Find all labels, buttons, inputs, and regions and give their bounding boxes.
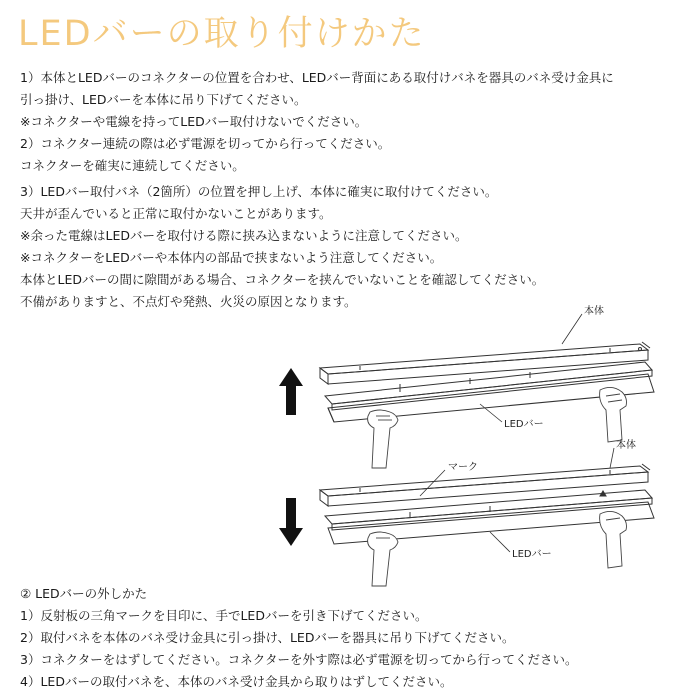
- removal-heading: ② LEDバーの外しかた: [20, 586, 148, 601]
- body-label-bottom: 本体: [616, 440, 636, 451]
- installation-illustration: [270, 300, 690, 590]
- fixture-body-top: [320, 342, 650, 384]
- led-bar-label-bottom: LEDバー: [512, 549, 552, 560]
- hand-left-top: [368, 410, 398, 468]
- page-title: LEDバーの取り付けかた: [18, 14, 426, 54]
- instruction-line: 3）LEDバー取付バネ（2箇所）の位置を押し上げ、本体に確実に取付けてください。: [20, 184, 498, 199]
- instruction-line: コネクターを確実に連続してください。: [20, 158, 245, 173]
- instruction-line: ※コネクターや電線を持ってLEDバー取付けないでください。: [20, 114, 368, 129]
- hand-right-top: [600, 387, 627, 442]
- down-arrow-icon: [279, 498, 303, 546]
- removal-line: 2）取付バネを本体のバネ受け金具に引っ掛け、LEDバーを器具に吊り下げてください。: [20, 630, 515, 645]
- instruction-line: ※コネクターをLEDバーや本体内の部品で挟まないよう注意してください。: [20, 250, 443, 265]
- mark-label: マーク: [448, 462, 478, 473]
- instruction-line: 1）本体とLEDバーのコネクターの位置を合わせ、LEDバー背面にある取付けバネを器具のバネ受け金具に: [20, 70, 614, 85]
- removal-line: 3）コネクターをはずしてください。コネクターを外す際は必ず電源を切ってから行ってください。: [20, 652, 578, 667]
- bottom-illustration: [279, 438, 654, 586]
- removal-line: 4）LEDバーの取付バネを、本体のバネ受け金具から取りはずしてください。: [20, 674, 453, 689]
- body-label-top: 本体: [584, 306, 604, 317]
- instruction-line: 引っ掛け、LEDバーを本体に吊り下げてください。: [20, 92, 307, 107]
- removal-line: 1）反射板の三角マークを目印に、手でLEDバーを引き下げてください。: [20, 608, 428, 623]
- up-arrow-icon: [279, 368, 303, 415]
- instruction-line: 本体とLEDバーの間に隙間がある場合、コネクターを挟んでいないことを確認してください。: [20, 272, 545, 287]
- instruction-line: 2）コネクター連続の際は必ず電源を切ってから行ってください。: [20, 136, 391, 151]
- fixture-body-bottom: [320, 464, 650, 506]
- top-illustration: [279, 304, 654, 468]
- instruction-line: 天井が歪んでいると正常に取付かないことがあります。: [20, 206, 332, 221]
- instruction-line: ※余った電線はLEDバーを取付ける際に挟み込まないように注意してください。: [20, 228, 468, 243]
- hand-right-bottom: [600, 511, 627, 568]
- hand-left-bottom: [368, 532, 398, 586]
- led-bar-label-top: LEDバー: [504, 419, 544, 430]
- instruction-line: 不備がありますと、不点灯や発熱、火災の原因となります。: [20, 294, 357, 309]
